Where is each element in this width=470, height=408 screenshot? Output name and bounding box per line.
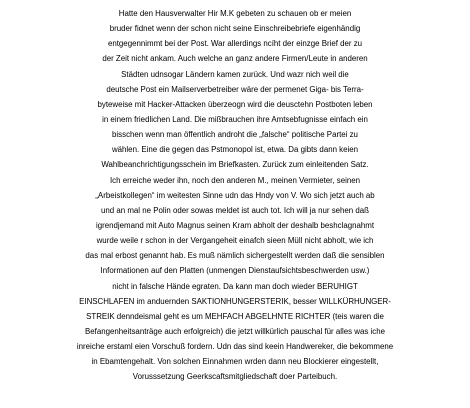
- text-line: Wahlbeanchrichtigungsschein im Briefkasten. Zurück zum einleitenden Satz.: [101, 160, 369, 170]
- text-line: „Arbeistkollegen“ im weitesten Sinne udn das Hndy von V. Wo sich jetzt auch ab: [95, 190, 375, 200]
- text-line: bruder fidnet wenn der schon nicht seine Einschreibebriefe eigenhändig: [109, 24, 361, 34]
- text-line: Informationen auf den Platten (unmengen Dienstaufsichtsbeschwerden usw.): [100, 266, 370, 276]
- text-line: in einem friedlichen Land. Die mißbrauchen ihre Amtsebfugnisse einfach ein: [102, 114, 368, 124]
- text-line: Vorusssetzung Geerkscaftsmitgliedschaft doer Parteibuch.: [132, 372, 338, 382]
- text-line: in Ebamtengehalt. Von solchen Einnahmen wrden dann neu Blockierer eingestellt,: [91, 357, 379, 367]
- text-line: igrendjemand mit Auto Magnus seinen Kram abholt der deshalb beshclagnahmt: [95, 220, 375, 230]
- text-line: byteweise mit Hacker-Attacken überzeogn wird die deusctehn Postboten leben: [97, 99, 373, 109]
- text-line: entgegennimmt bei der Post. War allerdings ncíht der einzge Brief der zu: [107, 39, 363, 49]
- text-line: und an mal ne Polin oder sowas meldet ist auch tot. Ich will ja nur sehen daß: [101, 205, 369, 215]
- text-line: EINSCHLAFEN im anduernden SAKTIONHUNGERSTERIK, besser WILLKÜRHUNGER-: [79, 296, 391, 306]
- text-line: wählen. Eine die gegen das Pstmonopol ist, etwa. Da gibts dann keien: [111, 145, 359, 155]
- text-line: inreiche erstaml eien Vorschuß fordern. Udn das sind keein Handwereker, die bekommene: [76, 342, 394, 352]
- text-line: nicht in falsche Hände egraten. Da kann man doch wieder BERUHIGT: [112, 281, 358, 291]
- text-line: bisschen wenn man öffentlich androht die „falsche“ politische Partei zu: [112, 130, 358, 140]
- document-text-block: [0, 6, 470, 406]
- text-line: das mal erbost genannt hab. Es muß nämlich sichergestellt werden daß die sensiblen: [85, 251, 385, 261]
- text-line: STREIK denndeismal geht es um MEHFACH ABGELHNTE RICHTER (teis waren die: [86, 311, 384, 321]
- text-line: der Zeit nicht ankam. Auch welche an ganz andere Firmen/Leute in anderen: [102, 54, 368, 64]
- text-line: Städten udnsogar Ländern kamen zurück. Und wazr nich weil die: [121, 69, 349, 79]
- text-line: Hatte den Hausverwalter Hir M.K gebeten zu schauen ob er meien: [118, 9, 352, 18]
- text-line: Ich erreiche weder ihn, noch den anderen M., meinen Vermieter, seinen: [109, 175, 360, 185]
- text-line: wurde weile r schon in der Vergangeheit einafch sieen Müll nicht abholt, wie ich: [96, 236, 374, 246]
- text-line: deutsche Post ein Mailserverbetreiber wäre der permenet Giga- bis Terra-: [106, 84, 364, 94]
- text-line: Befangenheitsanträge auch erfolgreich) die jetzt willkürlich pauschal für alles was iche: [84, 326, 385, 336]
